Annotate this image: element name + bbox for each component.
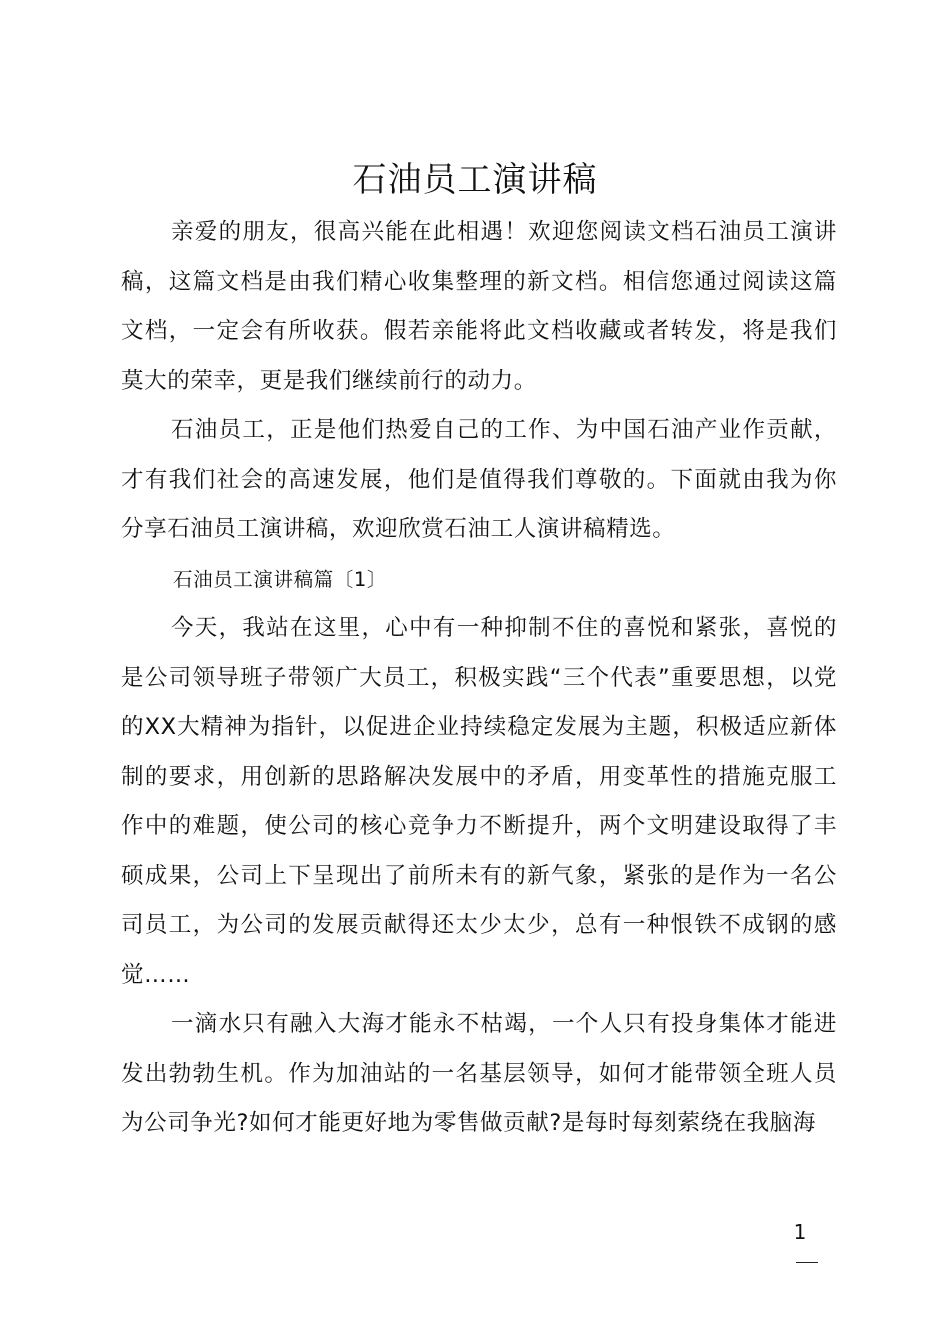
section-paragraph-1: 今天，我站在这里，心中有一种抑制不住的喜悦和紧张，喜悦的是公司领导班子带领广大员工，积极实践“三个代表”重要思想，以党的XX大精神为指针，以促进企业持续稳定发展为主题，积极适应新体制的要求，用创新的思路解决发展中的矛盾，用变革性的措施克服工作中的难题，使公司的核心竞争力不断提升，两个文明建设取得了丰硕成果，公司上下呈现出了前所未有的新气象，紧张的是作为一名公司员工，为公司的发展贡献得还太少太少，总有一种恨铁不成钢的感觉…… xyxy=(121,615,837,988)
page-number-dash xyxy=(796,1262,818,1263)
page-number: 1 xyxy=(793,1220,807,1244)
document-body xyxy=(121,208,837,1149)
intro-paragraph: 亲爱的朋友，很高兴能在此相遇！欢迎您阅读文档石油员工演讲稿，这篇文档是由我们精心收集整理的新文档。相信您通过阅读这篇文档，一定会有所收获。假若亲能将此文档收藏或者转发，将是我们莫大的荣幸，更是我们继续前行的动力。 xyxy=(121,219,837,394)
section-paragraph-2: 一滴水只有融入大海才能永不枯竭，一个人只有投身集体才能进发出勃勃生机。作为加油站的一名基层领导，如何才能带领全班人员为公司争光?如何才能更好地为零售做贡献?是每时每刻萦绕在我脑海 xyxy=(121,1011,837,1136)
document-title: 石油员工演讲稿 xyxy=(352,160,598,200)
intro-paragraph-2: 石油员工，正是他们热爱自己的工作、为中国石油产业作贡献，才有我们社会的高速发展，他们是值得我们尊敬的。下面就由我为你分享石油员工演讲稿，欢迎欣赏石油工人演讲稿精选。 xyxy=(121,417,837,542)
section-heading: 石油员工演讲稿篇〔1〕 xyxy=(173,567,388,591)
